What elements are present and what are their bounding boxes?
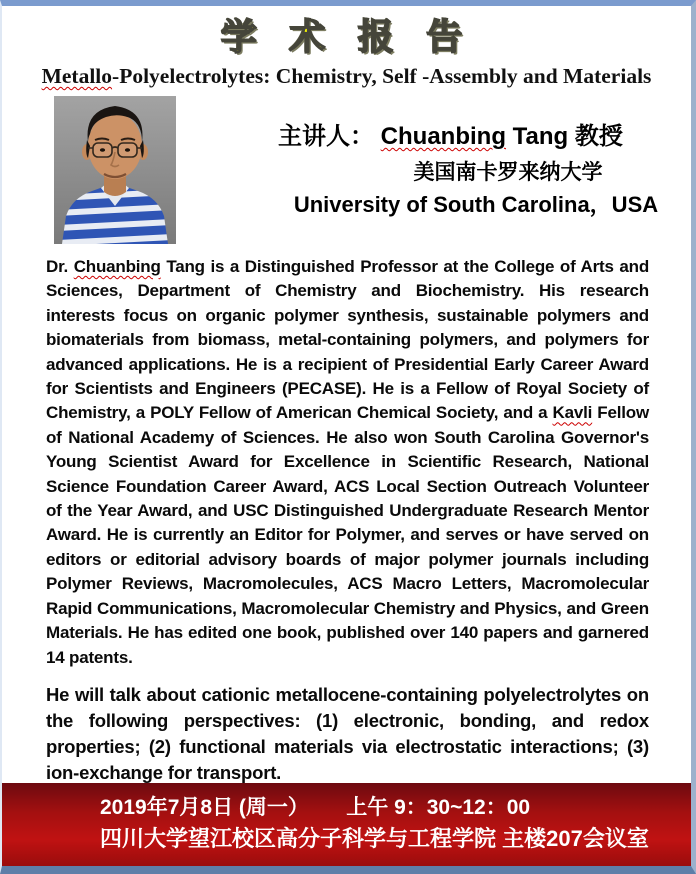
text-segment: 主讲人： bbox=[278, 123, 381, 150]
event-details-banner bbox=[2, 783, 691, 866]
speaker-affiliation-en: University of South Carolina，USA bbox=[293, 192, 659, 217]
text-segment: Tang is a Distinguished Professor at the College of Arts and Sciences, Department of Chemistry and Biochemistry. His research interests focus on organic polymer synthesis, sustainable polymers and biomaterials from biomass, metal-containing polymers, and polymers for advanced applications. He is a recipient of Presidential Early Career Award for Scientists and Engineers (PECASE). He is a Fellow of Royal Society of Chemistry, a POLY Fellow of American Chemical Society, and a bbox=[46, 257, 649, 423]
eye bbox=[125, 148, 130, 152]
event-location: 四川大学望江校区高分子科学与工程学院 主楼207会议室 bbox=[100, 826, 649, 851]
speaker-name-line bbox=[278, 96, 662, 152]
text-segment: Dr. bbox=[46, 257, 74, 276]
spellcheck-flagged-word: Kavli bbox=[552, 403, 593, 423]
talk-abstract: He will talk about cationic metallocene-containing polyelectrolytes on the following perspectives: (1) electronic, bonding, and redox properties; (2) functional materials via electrostatic interactions; (3) ion-exchange for transport. bbox=[46, 683, 649, 783]
page-title: 学 术 报 告 bbox=[220, 16, 473, 58]
text-segment: Tang 教授 bbox=[505, 123, 623, 150]
text-segment: Fellow of National Academy of Sciences. He also won South Carolina Governor's Young Scientist Award for Excellence in Scientific Research, National Science Foundation Career Award, ACS Local Section Outreach Volunteer of the Year Award, and USC Distinguished Undergraduate Research Mentor Award. He is currently an Editor for Polymer, and serves or have served on editors or editorial advisory boards of major polymer journals including Polymer Reviews, Macromolecules, ACS Macro Letters, Macromolecular Rapid Communications, Macromolecular Chemistry and Physics, and Green Materials. He has edited one book, published over 140 papers and garnered 14 patents. bbox=[46, 403, 649, 667]
portrait-illustration bbox=[54, 96, 176, 244]
speaker-affiliation-cn: 美国南卡罗来纳大学 bbox=[413, 161, 603, 184]
spellcheck-flagged-word: Metallo bbox=[41, 64, 113, 88]
spellcheck-flagged-word: Chuanbing bbox=[73, 257, 161, 276]
eye bbox=[100, 148, 105, 152]
event-datetime: 2019年7月8日 (周一） 上午 9：30~12：00 bbox=[100, 796, 531, 819]
speaker-biography bbox=[46, 255, 649, 670]
lecture-title bbox=[2, 62, 691, 90]
spellcheck-flagged-word: Chuanbing bbox=[380, 123, 506, 150]
text-segment: -Polyelectrolytes: Chemistry, Self -Assembly and Materials bbox=[112, 64, 652, 88]
speaker-info bbox=[278, 96, 662, 218]
speaker-section bbox=[2, 96, 691, 244]
speaker-portrait-photo bbox=[54, 96, 176, 244]
